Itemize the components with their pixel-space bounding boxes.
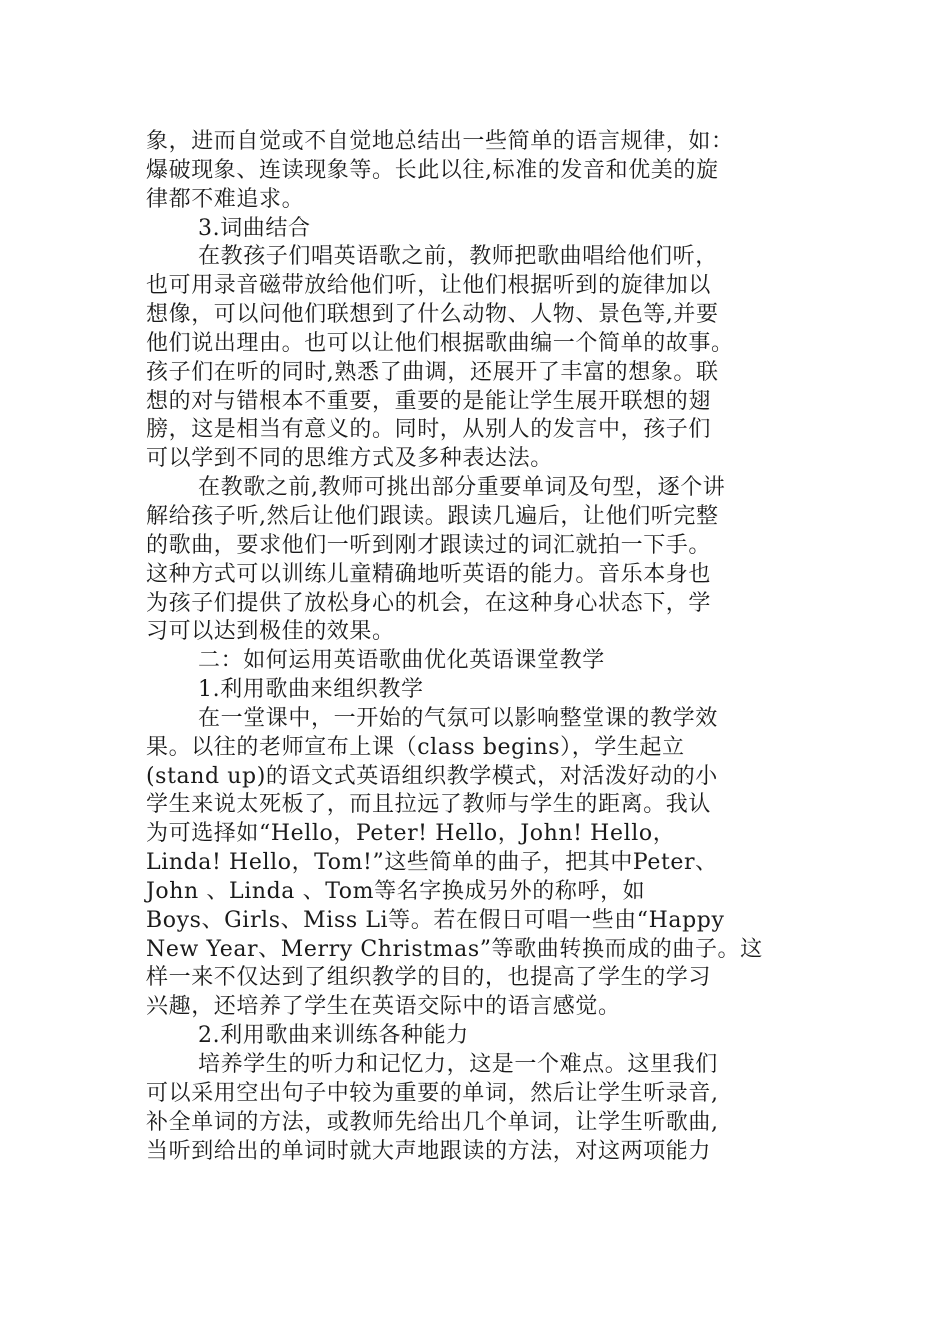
text-line: 当听到给出的单词时就大声地跟读的方法，对这两项能力	[146, 1138, 712, 1164]
document-body	[146, 128, 810, 1166]
text-line: 二：如何运用英语歌曲优化英语课堂教学	[198, 648, 605, 674]
text-line: 为可选择如“Hello，Peter! Hello，John! Hello，	[146, 821, 676, 847]
text-line: 1.利用歌曲来组织教学	[198, 677, 424, 703]
text-line: 果。以往的老师宣布上课（class begins），学生起立	[146, 734, 685, 760]
text-line: John 、Linda 、Tom等名字换成另外的称呼，如	[146, 878, 646, 904]
text-line: 律都不难追求。	[146, 186, 305, 212]
text-line: 习可以达到极佳的效果。	[146, 619, 395, 645]
text-line: 在教歌之前,教师可挑出部分重要单词及句型，逐个讲	[198, 475, 726, 501]
text-line: 这种方式可以训练儿童精确地听英语的能力。音乐本身也	[146, 561, 712, 587]
text-line: 也可用录音磁带放给他们听，让他们根据听到的旋律加以	[146, 273, 712, 299]
text-line: 想像，可以问他们联想到了什么动物、人物、景色等,并要	[146, 302, 719, 328]
text-line: 为孩子们提供了放松身心的机会，在这种身心状态下，学	[146, 590, 712, 616]
text-line: 2.利用歌曲来训练各种能力	[198, 1023, 469, 1049]
text-line: 孩子们在听的同时,熟悉了曲调，还展开了丰富的想象。联	[146, 359, 719, 385]
text-line: 膀，这是相当有意义的。同时，从别人的发言中，孩子们	[146, 417, 712, 443]
text-line: 象，进而自觉或不自觉地总结出一些简单的语言规律，如：	[146, 129, 734, 154]
text-line: 想的对与错根本不重要，重要的是能让学生展开联想的翅	[146, 388, 712, 414]
text-line: (stand up)的语文式英语组织教学模式，对活泼好动的小	[146, 763, 718, 789]
text-line: 培养学生的听力和记忆力，这是一个难点。这里我们	[198, 1052, 718, 1077]
text-line: 3.词曲结合	[198, 215, 311, 241]
text-line: 兴趣，还培养了学生在英语交际中的语言感觉。	[146, 994, 621, 1020]
text-line: Boys、Girls、Miss Li等。若在假日可唱一些由“Happy	[146, 907, 725, 933]
text-line: 补全单词的方法，或教师先给出几个单词，让学生听歌曲,	[146, 1109, 719, 1135]
text-line: 可以学到不同的思维方式及多种表达法。	[146, 446, 553, 472]
text-line: 样一来不仅达到了组织教学的目的，也提高了学生的学习	[146, 965, 712, 991]
text-line: 的歌曲，要求他们一听到刚才跟读过的词汇就拍一下手。	[146, 532, 712, 558]
text-line: 学生来说太死板了，而且拉远了教师与学生的距离。我认	[146, 792, 712, 818]
text-line: 解给孩子听,然后让他们跟读。跟读几遍后，让他们听完整	[146, 503, 719, 529]
text-line: 爆破现象、连读现象等。长此以往,标准的发音和优美的旋	[146, 157, 719, 183]
text-line: New Year、Merry Christmas”等歌曲转换而成的曲子。这	[146, 936, 763, 962]
text-line: Linda! Hello，Tom!”这些简单的曲子，把其中Peter、	[146, 850, 718, 876]
text-line: 他们说出理由。也可以让他们根据歌曲编一个简单的故事。	[146, 330, 734, 356]
text-line: 可以采用空出句子中较为重要的单词，然后让学生听录音,	[146, 1080, 719, 1106]
text-line: 在教孩子们唱英语歌之前，教师把歌曲唱给他们听，	[198, 244, 718, 270]
text-line: 在一堂课中，一开始的气氛可以影响整堂课的教学效	[198, 705, 718, 731]
